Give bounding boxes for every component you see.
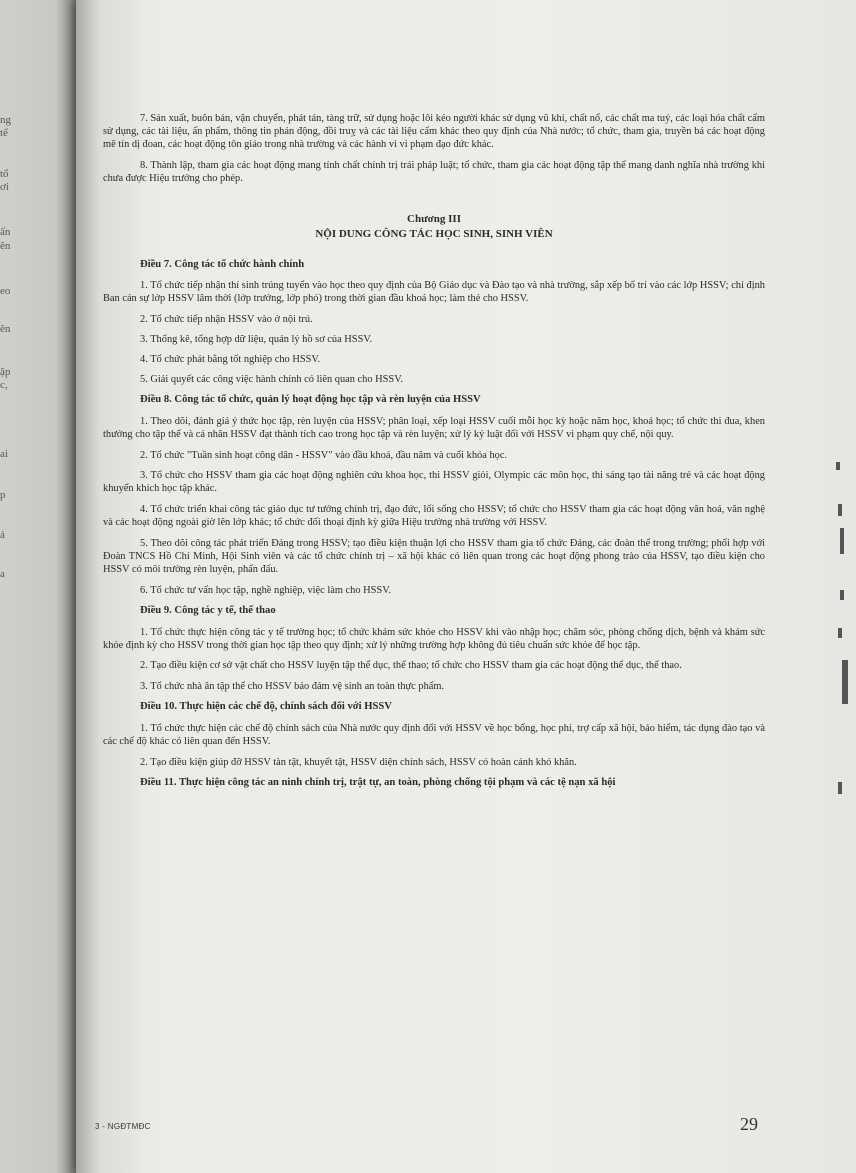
left-fragment: p bbox=[0, 489, 6, 501]
article-8-item-4: 4. Tổ chức triển khai công tác giáo dục tư tưởng chính trị, đạo đức, lối sống cho HSSV; tổ chức cho HSSV tham gia các hoạt động văn hoá, văn nghệ và các hoạt động ngoài giờ lên lớp khác; tổ chức đối thoại định kỳ giữa Hiệu trưởng nhà trường với HSSV. bbox=[103, 504, 765, 529]
binding-mark bbox=[842, 660, 848, 704]
article-9-title: Điều 9. Công tác y tế, thể thao bbox=[140, 605, 276, 617]
left-fragment: ập bbox=[0, 366, 11, 378]
left-fragment: tổ bbox=[0, 168, 9, 180]
article-7-item-1: 1. Tổ chức tiếp nhận thí sinh trúng tuyển vào học theo quy định của Bộ Giáo dục và Đào tạo và nhà trường, sắp xếp bố trí vào các lớp HSSV; chỉ định Ban cán sự lớp HSSV lâm thời (lớp trưởng, lớp phó) trong thời gian đầu khoá học; làm thẻ cho HSSV. bbox=[103, 279, 765, 304]
page-body bbox=[103, 112, 765, 797]
chapter-heading bbox=[103, 212, 765, 242]
binding-mark bbox=[838, 504, 842, 516]
binding-marks bbox=[830, 440, 854, 820]
article-7-item-5: 5. Giải quyết các công việc hành chính có liên quan cho HSSV. bbox=[140, 374, 403, 386]
article-10-title: Điều 10. Thực hiện các chế độ, chính sách đối với HSSV bbox=[140, 701, 392, 713]
article-8-item-6: 6. Tổ chức tư vấn học tập, nghề nghiệp, việc làm cho HSSV. bbox=[140, 585, 391, 597]
left-fragment: c, bbox=[0, 379, 8, 391]
article-7-item-2: 2. Tổ chức tiếp nhận HSSV vào ở nội trú. bbox=[140, 313, 313, 325]
left-fragment: á bbox=[0, 529, 5, 541]
left-fragment: ên bbox=[0, 240, 11, 252]
left-fragment: ên bbox=[0, 323, 11, 335]
binding-mark bbox=[840, 590, 844, 600]
article-11-title: Điều 11. Thực hiện công tác an ninh chính trị, trật tự, an toàn, phòng chống tội phạm và các tệ nạn xã hội bbox=[140, 777, 616, 789]
previous-page-edge bbox=[0, 0, 80, 1173]
page-number: 29 bbox=[740, 1114, 758, 1134]
left-fragment: ng bbox=[0, 114, 11, 126]
chapter-number: Chương III bbox=[407, 212, 461, 225]
left-fragment: ai bbox=[0, 448, 8, 460]
binding-mark bbox=[840, 528, 844, 554]
article-7-item-3: 3. Thống kê, tổng hợp dữ liệu, quản lý hồ sơ của HSSV. bbox=[140, 333, 373, 345]
article-10-item-2: 2. Tạo điều kiện giúp đỡ HSSV tàn tật, khuyết tật, HSSV diện chính sách, HSSV có hoàn cảnh khó khăn. bbox=[140, 756, 577, 768]
article-9-item-1: 1. Tổ chức thực hiện công tác y tế trường học; tổ chức khám sức khỏe cho HSSV khi vào nhập học; chăm sóc, phòng chống dịch, bệnh và khám sức khỏe định kỳ cho HSSV trong thời gian học tập theo quy định; xử lý những trường hợp không đủ tiêu chuẩn sức khỏe để học tập. bbox=[103, 626, 765, 651]
article-8-title: Điều 8. Công tác tổ chức, quản lý hoạt động học tập và rèn luyện của HSSV bbox=[140, 394, 481, 406]
binding-mark bbox=[836, 462, 840, 470]
article-7-title: Điều 7. Công tác tổ chức hành chính bbox=[140, 258, 305, 270]
article-8-item-3: 3. Tổ chức cho HSSV tham gia các hoạt động nghiên cứu khoa học, thi HSSV giỏi, Olympic các môn học, thi sáng tạo tài năng trẻ và các hoạt động khuyến khích học tập khác. bbox=[103, 470, 765, 495]
article-8-item-2: 2. Tổ chức "Tuần sinh hoạt công dân - HSSV" vào đầu khoá, đầu năm và cuối khóa học. bbox=[140, 449, 508, 461]
binding-mark bbox=[838, 628, 842, 638]
left-fragment: ơi bbox=[0, 181, 9, 193]
article-9-item-2: 2. Tạo điều kiện cơ sở vật chất cho HSSV luyện tập thể dục, thể thao; tổ chức cho HSSV tham gia các hoạt động thể dục, thể thao. bbox=[140, 660, 682, 672]
footer-code: 3 - NGĐTMĐC bbox=[95, 1122, 151, 1131]
left-fragment: tế bbox=[0, 127, 8, 139]
left-fragment: ấn bbox=[0, 226, 11, 238]
article-9-item-3: 3. Tổ chức nhà ăn tập thể cho HSSV bảo đảm vệ sinh an toàn thực phẩm. bbox=[140, 681, 445, 693]
chapter-title: NỘI DUNG CÔNG TÁC HỌC SINH, SINH VIÊN bbox=[315, 227, 553, 240]
article-7-item-4: 4. Tổ chức phát bằng tốt nghiệp cho HSSV. bbox=[140, 354, 321, 366]
left-fragment: a bbox=[0, 568, 5, 580]
prohibited-item-7: 7. Sản xuất, buôn bán, vận chuyển, phát tán, tàng trữ, sử dụng hoặc lôi kéo người khác sử dụng vũ khí, chất nổ, các chất ma tuý, các loại hóa chất cấm sử dụng, các tài liệu, ấn phẩm, thông tin phản động, đồi truỵ và các tài liệu cấm khác theo quy định của Nhà nước; tổ chức, tham gia, truyền bá các hoạt động mê tín dị đoan, các hoạt động tôn giáo trong nhà trường và các hành vi vi phạm đạo đức khác. bbox=[103, 113, 765, 151]
left-fragment: eo bbox=[0, 285, 11, 297]
binding-mark bbox=[838, 782, 842, 794]
prohibited-item-8: 8. Thành lập, tham gia các hoạt động mang tính chất chính trị trái pháp luật; tổ chức, tham gia các hoạt động tập thể mang danh nghĩa nhà trường khi chưa được Hiệu trưởng cho phép. bbox=[103, 160, 765, 185]
article-8-item-5: 5. Theo dõi công tác phát triển Đảng trong HSSV; tạo điều kiện thuận lợi cho HSSV tham gia tổ chức Đảng, các đoàn thể trong trường; phối hợp với Đoàn TNCS Hồ Chí Minh, Hội Sinh viên và các tổ chức chính trị – xã hội khác có liên quan trong các hoạt động phong trào của HSSV, tạo điều kiện cho HSSV có môi trường rèn luyện, phấn đấu. bbox=[103, 538, 765, 576]
article-10-item-1: 1. Tổ chức thực hiện các chế độ chính sách của Nhà nước quy định đối với HSSV về học bổng, học phí, trợ cấp xã hội, bảo hiểm, tác dụng đào tạo và các chế độ khác có liên quan đến HSSV. bbox=[103, 722, 765, 747]
article-8-item-1: 1. Theo dõi, đánh giá ý thức học tập, rèn luyện của HSSV; phân loại, xếp loại HSSV cuối mỗi học kỳ hoặc năm học, khoá học; tổ chức thi đua, khen thưởng cho tập thể và cá nhân HSSV đạt thành tích cao trong học tập và rèn luyện; xử lý kỷ luật đối với HSSV vi phạm quy chế, nội quy. bbox=[103, 415, 765, 440]
